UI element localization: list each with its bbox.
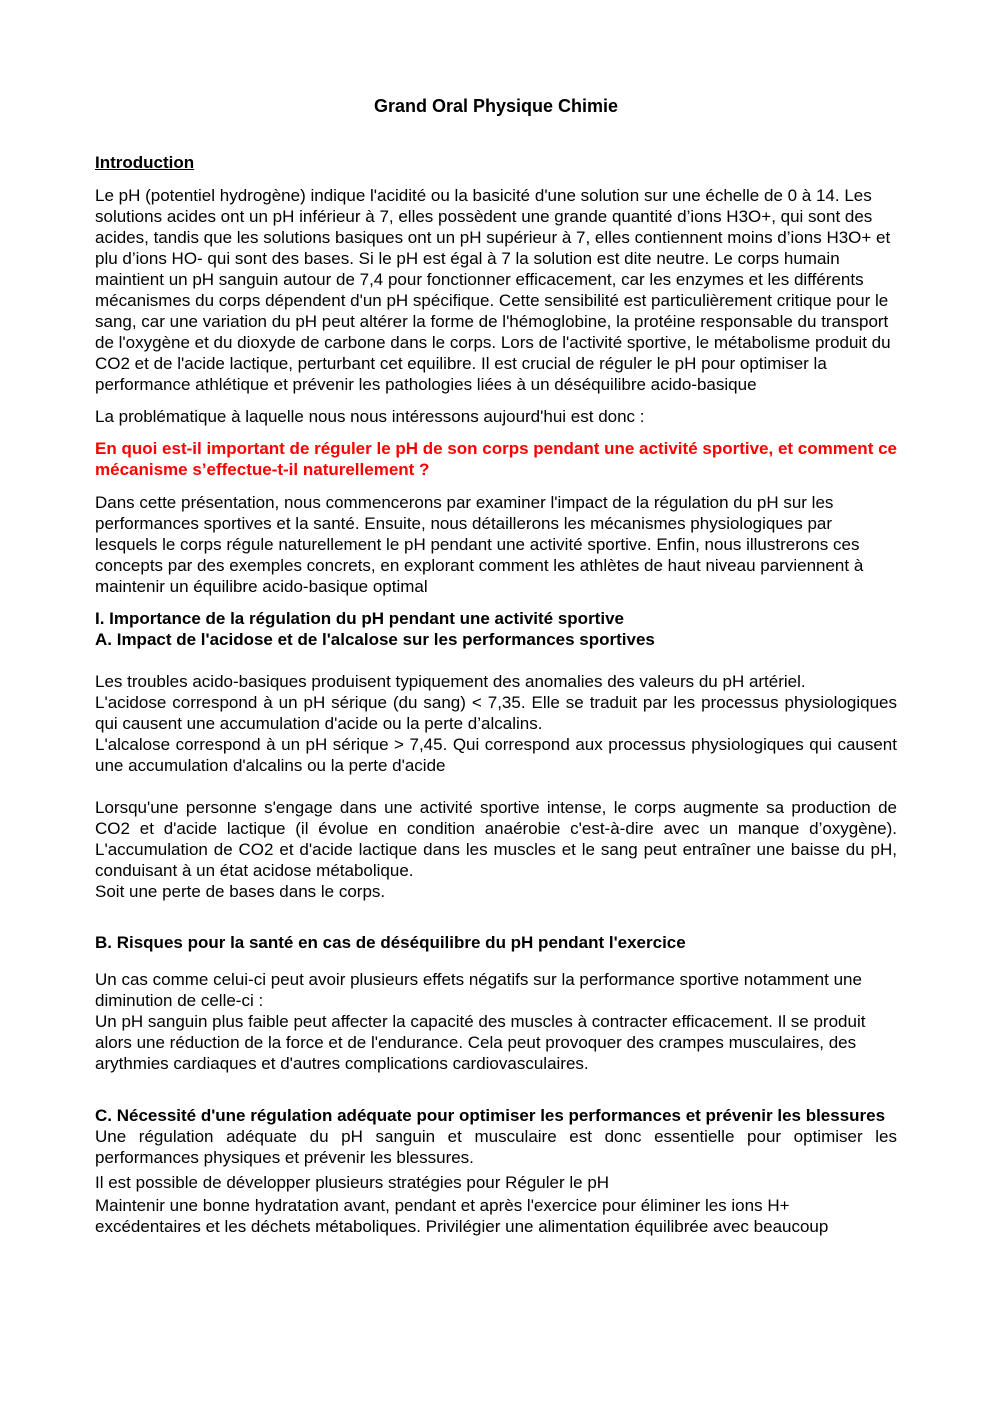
introduction-heading: Introduction <box>95 153 195 172</box>
section-1a-line-1: Les troubles acido-basiques produisent typiquement des anomalies des valeurs du pH artériel. <box>95 672 806 691</box>
section-1a-line-2: L'acidose correspond à un pH sérique (du sang) < 7,35. Elle se traduit par les processus physiologiques qui causent une accumulation d'acide ou la perte d’alcalins. <box>95 693 897 733</box>
section-1a-para-2: Lorsqu'une personne s'engage dans une activité sportive intense, le corps augmente sa production de CO2 et d'acide lactique (il évolue en condition anaérobie c'est-à-dire avec un manque d’oxygène). L'accumulation de CO2 et d'acide lactique dans les muscles et le sang peut entraîner une baisse du pH, conduisant à un état acidose métabolique. <box>95 798 897 880</box>
problematique-intro: La problématique à laquelle nous nous intéressons aujourd'hui est donc : <box>95 407 645 426</box>
section-1c-heading: C. Nécessité d'une régulation adéquate pour optimiser les performances et prévenir les blessures <box>95 1106 886 1125</box>
plan-paragraph: Dans cette présentation, nous commencerons par examiner l'impact de la régulation du pH sur les performances sportives et la santé. Ensuite, nous détaillerons les mécanismes physiologiques par lesquels le corps régule naturellement le pH pendant une activité sportive. Enfin, nous illustrerons ces concepts par des exemples concrets, en explorant comment les athlètes de haut niveau parviennent à maintenir un équilibre acido-basique optimal <box>95 493 864 596</box>
section-1a-block <box>95 671 897 776</box>
section-1a-heading: A. Impact de l'acidose et de l'alcalose sur les performances sportives <box>95 630 655 649</box>
intro-paragraph: Le pH (potentiel hydrogène) indique l'acidité ou la basicité d'une solution sur une échelle de 0 à 14. Les solutions acides ont un pH inférieur à 7, elles possèdent une grande quantité d’ions H3O+, qui sont des acides, tandis que les solutions basiques ont un pH supérieur à 7, elles contiennent moins d’ions H3O+ et plu d’ions HO- qui sont des bases. Si le pH est égal à 7 la solution est dite neutre. Le corps humain maintient un pH sanguin autour de 7,4 pour fonctionner efficacement, car les enzymes et les différents mécanismes du corps dépendent d'un pH spécifique. Cette sensibilité est particulièrement critique pour le sang, car une variation du pH peut altérer la forme de l'hémoglobine, la protéine responsable du transport de l'oxygène et du dioxyde de carbone dans le corps. Lors de l'activité sportive, le métabolisme produit du CO2 et de l'acide lactique, perturbant cet equilibre. Il est crucial de réguler le pH pour optimiser la performance athlétique et prévenir les pathologies liées à un déséquilibre acido-basique <box>95 186 891 394</box>
section-1c-line-3: Maintenir une bonne hydratation avant, pendant et après l'exercice pour éliminer les ions H+ excédentaires et les déchets métaboliques. Privilégier une alimentation équilibrée avec beaucoup <box>95 1196 829 1236</box>
problematique-question: En quoi est-il important de réguler le pH de son corps pendant une activité sportive, et comment ce mécanisme s’effectue-t-il naturellement ? <box>95 439 897 479</box>
section-1a-para-2-block <box>95 797 897 902</box>
section-1b-line-1: Un cas comme celui-ci peut avoir plusieurs effets négatifs sur la performance sportive notamment une diminution de celle-ci : <box>95 970 862 1010</box>
document-page <box>95 94 897 1237</box>
section-1a-para-2-line-2: Soit une perte de bases dans le corps. <box>95 882 386 901</box>
spacer <box>95 776 897 797</box>
section-1b-block <box>95 969 897 1074</box>
section-1a-line-3: L'alcalose correspond à un pH sérique > 7,45. Qui correspond aux processus physiologiques qui causent une accumulation d'alcalins ou la perte d'acide <box>95 735 897 775</box>
section-1c-paragraph: Une régulation adéquate du pH sanguin et musculaire est donc essentielle pour optimiser les performances physiques et prévenir les blessures. <box>95 1127 897 1167</box>
section-1b-heading: B. Risques pour la santé en cas de déséquilibre du pH pendant l'exercice <box>95 933 686 952</box>
section-1c-line-2: Il est possible de développer plusieurs stratégies pour Réguler le pH <box>95 1173 610 1192</box>
section-1b-line-2: Un pH sanguin plus faible peut affecter la capacité des muscles à contracter efficacement. Il se produit alors une réduction de la force et de l'endurance. Cela peut provoquer des crampes musculaires, des arythmies cardiaques et d'autres complications cardiovasculaires. <box>95 1012 866 1073</box>
section-1-heading: I. Importance de la régulation du pH pendant une activité sportive <box>95 609 624 628</box>
document-title: Grand Oral Physique Chimie <box>373 96 619 116</box>
